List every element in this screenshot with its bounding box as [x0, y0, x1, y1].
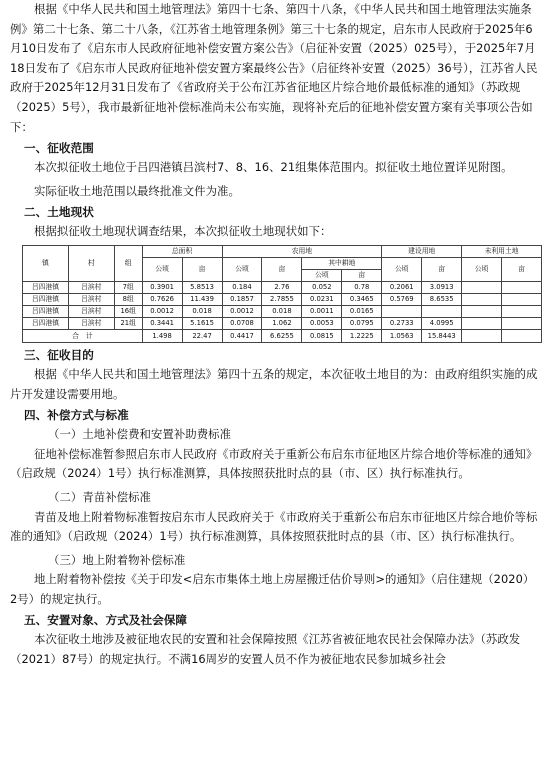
cell-farm-mu: 0.018 — [262, 305, 302, 317]
section-4-1-heading: （一）土地补偿费和安置补助费标准 — [48, 427, 232, 442]
cell-farm-mu: 2.7855 — [262, 293, 302, 305]
total-label: 合 计 — [23, 329, 143, 342]
cell-unused-ha — [462, 293, 502, 305]
cell-farm-mu: 1.062 — [262, 317, 302, 329]
section-4-2-text: 青苗及地上附着物标准暂按启东市人民政府关于《市政府关于重新公布启东市征地区片综合地价等标准的通知》（启政规（2024）1号）执行标准测算，具体按照获批时点的县（市、区）执行标准执行。 — [10, 509, 538, 544]
cell-farm-ha: 0.184 — [222, 281, 262, 293]
cell-town: 吕四港镇 — [23, 293, 69, 305]
unit-mu: 亩 — [422, 257, 462, 281]
cell-arable-mu: 0.3465 — [342, 293, 382, 305]
section-4-2-heading: （二）青苗补偿标准 — [48, 489, 151, 504]
cell-build-mu: 8.6535 — [422, 293, 462, 305]
cell-unused-mu — [502, 293, 542, 305]
cell-village: 吕滨村 — [68, 281, 114, 293]
header-town: 镇 — [23, 245, 69, 281]
cell-build-mu — [422, 305, 462, 317]
cell-build-mu: 4.0995 — [422, 317, 462, 329]
section-5-heading: 五、安置对象、方式及社会保障 — [24, 613, 188, 628]
header-village: 村 — [68, 245, 114, 281]
header-group: 组 — [114, 245, 142, 281]
cell-arable-mu: 0.0795 — [342, 317, 382, 329]
unit-hectare: 公顷 — [302, 269, 342, 281]
header-arable-land: 其中耕地 — [302, 257, 382, 269]
cell-total-ha: 0.7626 — [142, 293, 182, 305]
table-row — [23, 281, 542, 293]
section-1-heading: 一、征收范围 — [24, 141, 94, 156]
section-4-heading: 四、补偿方式与标准 — [24, 408, 129, 423]
table-row — [23, 305, 542, 317]
total-farm-mu: 6.6255 — [262, 329, 302, 342]
section-2-heading: 二、土地现状 — [24, 205, 94, 220]
cell-build-mu: 3.0913 — [422, 281, 462, 293]
cell-build-ha: 0.5769 — [382, 293, 422, 305]
total-farm-ha: 0.4417 — [222, 329, 262, 342]
cell-build-ha: 0.2061 — [382, 281, 422, 293]
total-build-mu: 15.8443 — [422, 329, 462, 342]
total-unused-ha — [462, 329, 502, 342]
table-total-row — [23, 329, 542, 342]
cell-build-ha: 0.2733 — [382, 317, 422, 329]
section-3-heading: 三、征收目的 — [24, 347, 94, 362]
total-area-mu: 22.47 — [182, 329, 222, 342]
cell-village: 吕滨村 — [68, 317, 114, 329]
intro-paragraph: 根据《中华人民共和国土地管理法》第四十七条、第四十八条，《中华人民共和国土地管理法实施条例》第二十七条、第二十八条，《江苏省土地管理条例》第三十七条的规定，启东市人民政府于2025年6月10日发布了《启东市人民政府征地补偿安置方案公告》（启征补安置（2025）025号），于2025年7月18日发布了《启东市人民政府征地补偿安置方案最终公告》（启征终补安置（2025）36号），江苏省人民政府于2025年12月31日发布了《省政府关于公布江苏省征地区片综合地价最低标准的通知》（苏政规（2025）5号），我市最新征地补偿标准尚未公布实施，现将补充后的征地补偿安置方案有关事项公告如下： — [10, 2, 538, 134]
cell-village: 吕滨村 — [68, 305, 114, 317]
unit-mu: 亩 — [182, 257, 222, 281]
header-construction-land: 建设用地 — [382, 245, 462, 257]
cell-arable-mu: 0.0165 — [342, 305, 382, 317]
cell-total-ha: 0.3441 — [142, 317, 182, 329]
cell-farm-mu: 2.76 — [262, 281, 302, 293]
section-1-text: 本次拟征收土地位于吕四港镇吕滨村7、8、16、21组集体范围内。拟征收土地位置详见附图。 — [34, 160, 513, 175]
section-4-1-text: 征地补偿标准暂参照启东市人民政府《市政府关于重新公布启东市征地区片综合地价等标准的通知》（启政规（2024）1号）执行标准测算，具体按照获批时点的县（市、区）执行标准执行。 — [10, 446, 538, 481]
cell-unused-mu — [502, 281, 542, 293]
unit-hectare: 公顷 — [222, 257, 262, 281]
total-arable-mu: 1.2225 — [342, 329, 382, 342]
cell-group: 7组 — [114, 281, 142, 293]
cell-farm-ha: 0.0012 — [222, 305, 262, 317]
cell-arable-ha: 0.0053 — [302, 317, 342, 329]
cell-group: 16组 — [114, 305, 142, 317]
cell-village: 吕滨村 — [68, 293, 114, 305]
cell-town: 吕四港镇 — [23, 305, 69, 317]
unit-mu: 亩 — [342, 269, 382, 281]
header-unused-land: 未利用土地 — [462, 245, 542, 257]
cell-unused-ha — [462, 305, 502, 317]
unit-hectare: 公顷 — [382, 257, 422, 281]
unit-mu: 亩 — [262, 257, 302, 281]
cell-group: 21组 — [114, 317, 142, 329]
land-status-table — [22, 245, 542, 343]
cell-town: 吕四港镇 — [23, 281, 69, 293]
cell-total-mu: 0.018 — [182, 305, 222, 317]
cell-unused-mu — [502, 317, 542, 329]
cell-total-mu: 5.1615 — [182, 317, 222, 329]
cell-farm-ha: 0.1857 — [222, 293, 262, 305]
total-unused-mu — [502, 329, 542, 342]
cell-arable-mu: 0.78 — [342, 281, 382, 293]
cell-unused-ha — [462, 317, 502, 329]
section-3-text: 根据《中华人民共和国土地管理法》第四十五条的规定，本次征收土地目的为：由政府组织实施的成片开发建设需要用地。 — [10, 366, 538, 401]
cell-arable-ha: 0.052 — [302, 281, 342, 293]
cell-total-mu: 11.439 — [182, 293, 222, 305]
header-farmland: 农用地 — [222, 245, 382, 257]
cell-total-mu: 5.8513 — [182, 281, 222, 293]
table-row — [23, 293, 542, 305]
table-row — [23, 317, 542, 329]
section-5-text: 本次征收土地涉及被征地农民的安置和社会保障按照《江苏省被征地农民社会保障办法》（苏政发（2021）87号）的规定执行。不满16周岁的安置人员不作为被征地农民参加城乡社会 — [10, 632, 521, 667]
unit-hectare: 公顷 — [142, 257, 182, 281]
cell-total-ha: 0.3901 — [142, 281, 182, 293]
cell-total-ha: 0.0012 — [142, 305, 182, 317]
total-arable-ha: 0.0815 — [302, 329, 342, 342]
section-1-note: 实际征收土地范围以最终批准文件为准。 — [34, 183, 240, 198]
cell-unused-ha — [462, 281, 502, 293]
section-2-text: 根据拟征收土地现状调查结果，本次拟征收土地现状如下： — [34, 224, 332, 239]
cell-town: 吕四港镇 — [23, 317, 69, 329]
unit-mu: 亩 — [502, 257, 542, 281]
total-build-ha: 1.0563 — [382, 329, 422, 342]
cell-farm-ha: 0.0708 — [222, 317, 262, 329]
total-area-ha: 1.498 — [142, 329, 182, 342]
cell-group: 8组 — [114, 293, 142, 305]
cell-unused-mu — [502, 305, 542, 317]
cell-arable-ha: 0.0231 — [302, 293, 342, 305]
unit-hectare: 公顷 — [462, 257, 502, 281]
section-4-3-text: 地上附着物补偿按《关于印发<启东市集体土地上房屋搬迁估价导则>的通知》（启住建规（2020）2号）的规定执行。 — [10, 572, 535, 606]
header-total-area: 总面积 — [142, 245, 222, 257]
section-4-3-heading: （三）地上附着物补偿标准 — [48, 552, 186, 567]
cell-build-ha — [382, 305, 422, 317]
cell-arable-ha: 0.0011 — [302, 305, 342, 317]
